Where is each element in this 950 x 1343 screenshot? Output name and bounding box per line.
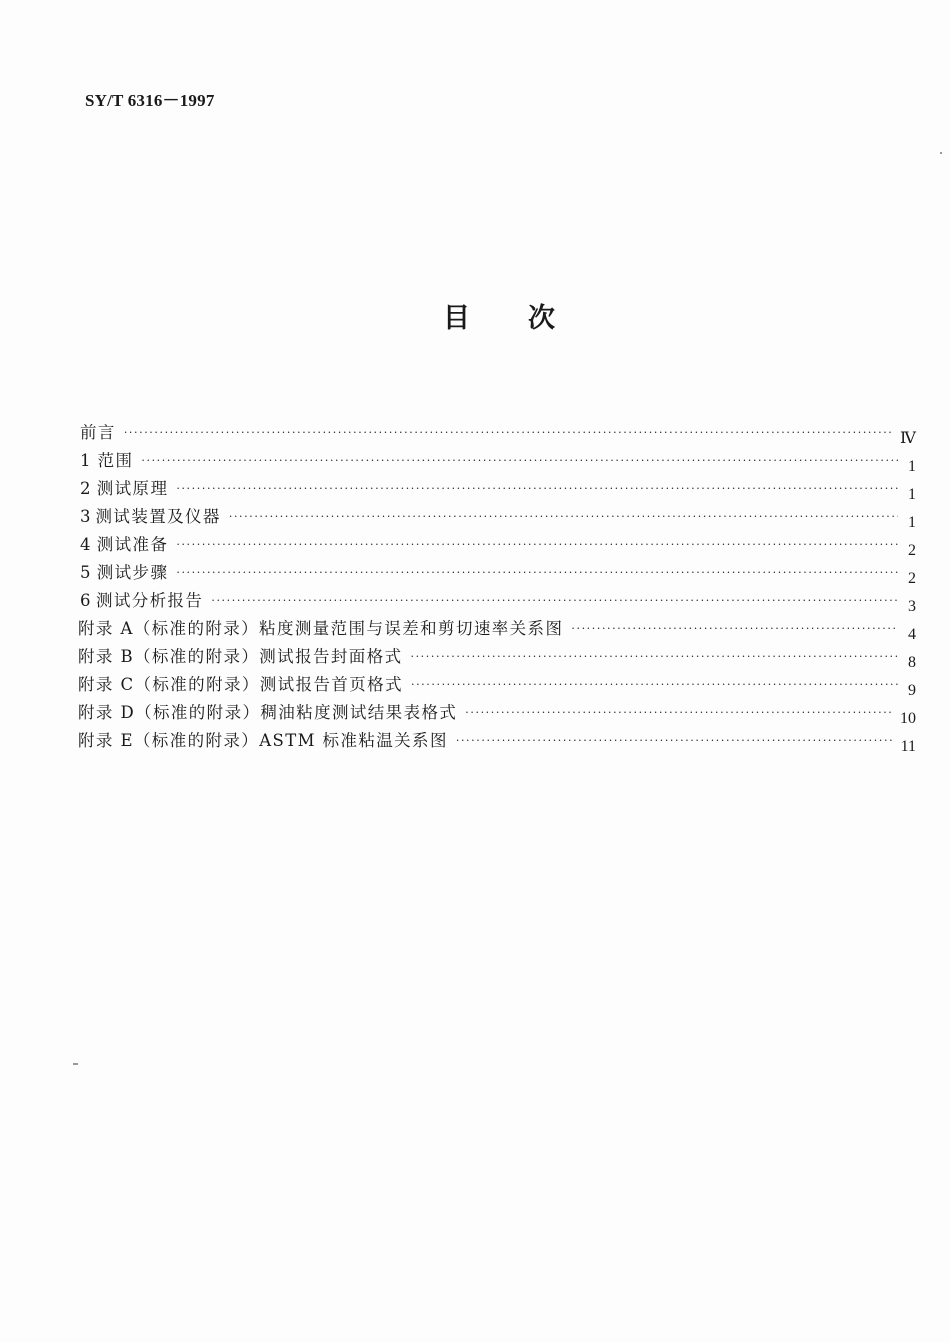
toc-entry-page: 11 <box>900 738 916 755</box>
toc-entry-number: 6 <box>80 591 91 610</box>
toc-entry-text: 测试原理 <box>96 479 169 498</box>
toc-entry-page: 10 <box>900 710 916 727</box>
toc-entry-5[interactable] <box>80 559 916 587</box>
toc-leader-dots <box>571 622 898 635</box>
toc-entry-4[interactable] <box>80 531 916 559</box>
toc-entry-number: 2 <box>80 479 91 498</box>
toc-entry-page: Ⅳ <box>900 430 916 447</box>
toc-entry-number: 3 <box>80 507 91 526</box>
toc-leader-dots <box>211 594 898 607</box>
toc-leader-dots <box>410 650 898 663</box>
toc-entry-appendix-b[interactable] <box>78 643 916 671</box>
toc-entry-text: 测试装置及仪器 <box>95 507 221 526</box>
toc-leader-dots <box>124 426 894 439</box>
toc-entry-appendix-c[interactable] <box>78 671 916 699</box>
toc-entry-text: 测试分析报告 <box>95 591 204 610</box>
toc-leader-dots <box>141 454 898 467</box>
toc-entry-text: 范围 <box>97 451 134 470</box>
toc-entry-page: 2 <box>908 542 916 559</box>
toc-entry-text: 附录 D（标准的附录）稠油粘度测试结果表格式 <box>78 703 458 722</box>
toc-leader-dots <box>411 678 898 691</box>
toc-entry-page: 1 <box>908 514 916 531</box>
toc-entry-number: 4 <box>80 535 91 554</box>
toc-entry-appendix-d[interactable] <box>78 699 916 727</box>
toc-entry-text: 测试步骤 <box>96 563 169 582</box>
toc-leader-dots <box>465 706 894 719</box>
toc-entry-text: 附录 E（标准的附录）ASTM 标准粘温关系图 <box>78 731 448 750</box>
toc-entry-1[interactable] <box>80 447 916 475</box>
toc-leader-dots <box>229 510 898 523</box>
toc-entry-page: 1 <box>908 458 916 475</box>
toc-entry-page: 8 <box>908 654 916 671</box>
toc-title: 目次 <box>443 303 613 334</box>
toc-leader-dots <box>176 566 898 579</box>
toc-entry-2[interactable] <box>80 475 916 503</box>
toc-entry-page: 9 <box>908 682 916 699</box>
toc-leader-dots <box>176 482 898 495</box>
toc-entry-page: 1 <box>908 486 916 503</box>
scan-speck <box>73 1063 78 1065</box>
toc-entry-text: 附录 A（标准的附录）粘度测量范围与误差和剪切速率关系图 <box>78 619 564 638</box>
toc-entry-text: 附录 B（标准的附录）测试报告封面格式 <box>78 647 403 666</box>
toc-leader-dots <box>456 734 895 747</box>
toc-entry-page: 4 <box>908 626 916 643</box>
toc-entry-3[interactable] <box>80 503 916 531</box>
toc-entry-number: 5 <box>80 563 91 582</box>
toc-entry-6[interactable] <box>80 587 916 615</box>
toc-entry-text: 附录 C（标准的附录）测试报告首页格式 <box>78 675 403 694</box>
toc-entry-number: 1 <box>80 451 91 470</box>
toc-entry-page: 2 <box>908 570 916 587</box>
toc-entry-appendix-a[interactable] <box>78 615 916 643</box>
toc-entry-preface[interactable] <box>80 419 916 447</box>
standard-code: SY/T 6316－1997 <box>85 91 215 110</box>
toc-entry-text: 测试准备 <box>96 535 169 554</box>
scan-speck <box>940 152 942 154</box>
toc-leader-dots <box>176 538 898 551</box>
toc-entry-page: 3 <box>908 598 916 615</box>
toc-entry-text: 前言 <box>80 423 116 442</box>
toc-entry-appendix-e[interactable] <box>78 727 916 755</box>
